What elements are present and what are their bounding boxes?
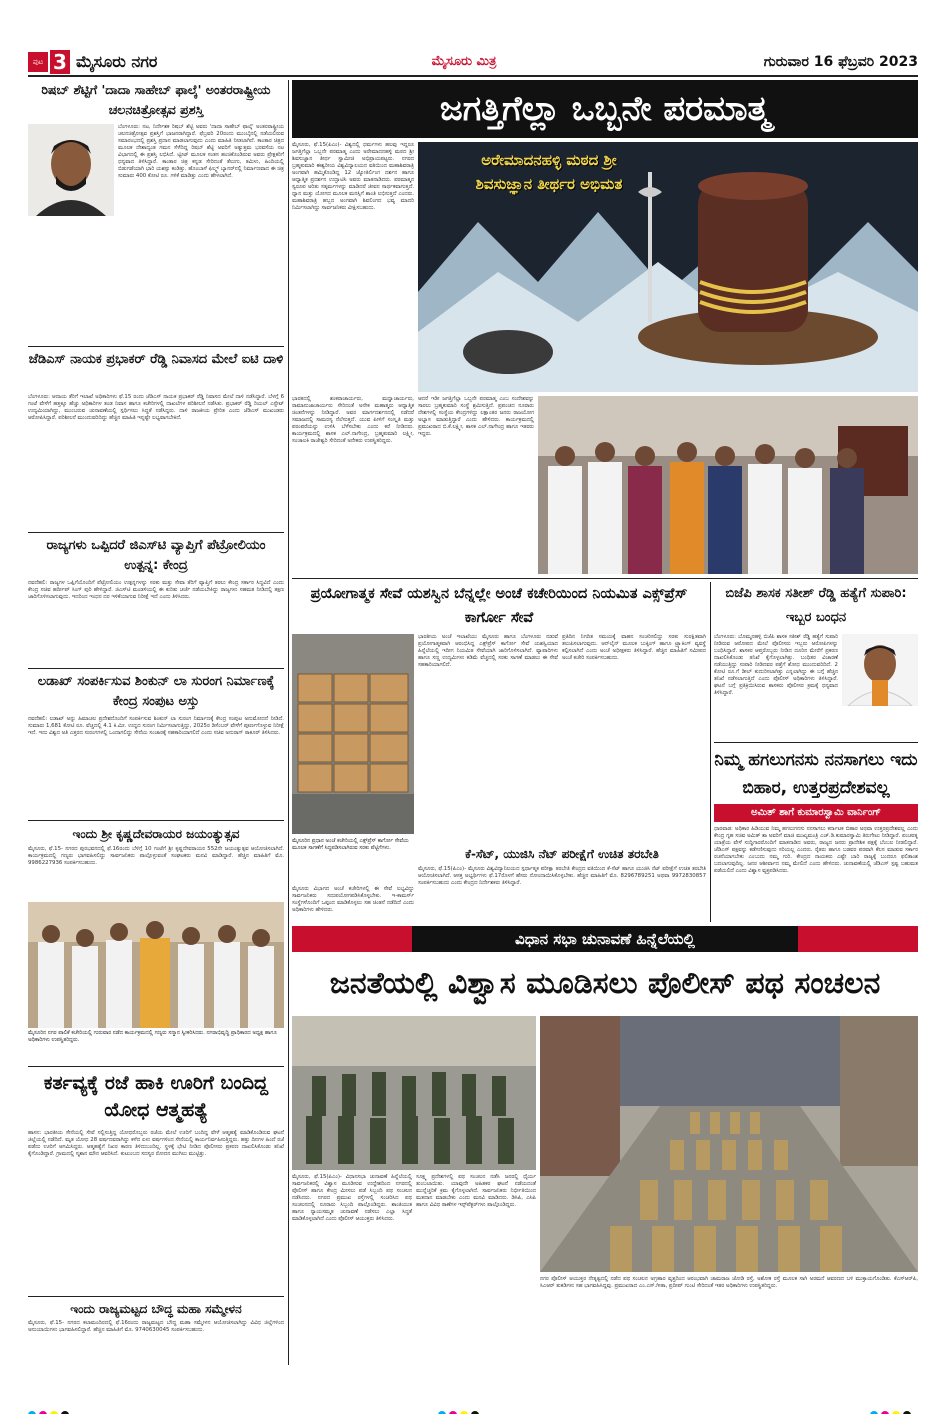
police-banner (292, 926, 918, 952)
divider (714, 742, 918, 743)
tunnel-body: ನವದೆಹಲಿ: ಲಡಾಖ್ ಅನ್ನು ಹಿಮಾಚಲ ಪ್ರದೇಶದೊಂದಿಗೆ ಸಂಪರ್ಕಿಸುವ ಶಿಂಕುನ್ ಲಾ ಸುರಂಗ ನಿರ್ಮಾಣಕ್ಕೆ ಕೇಂದ್ರ ಸಂಪುಟ ಅನುಮೋದನೆ ನೀಡಿದೆ. ಸುಮಾರು 1,681 ಕೋಟಿ ರೂ. ವೆಚ್ಚದಲ್ಲಿ 4.1 ಕಿ.ಮೀ. ಉದ್ದದ ಸುರಂಗ ನಿರ್ಮಿಸಲಾಗುತ್ತಿದ್ದು, 2025ರ ಡಿಸೆಂಬರ್ ವೇಳೆಗೆ ಪೂರ್ಣಗೊಳ್ಳುವ ನಿರೀಕ್ಷೆ ಇದೆ. ಇದು ವಿಶ್ವದ ಅತಿ ಎತ್ತರದ ಸುರಂಗಗಳಲ್ಲಿ ಒಂದಾಗಲಿದ್ದು ಸೇನೆಯ ಸಂಚಾರಕ್ಕೆ ಸಹಕಾರಿಯಾಗಲಿದೆ ಎಂದು ಸಚಿವ ಅನುರಾಗ್ ಠಾಕೂರ್ ತಿಳಿಸಿದರು. (28, 716, 284, 736)
police-banner-text: ವಿಧಾನ ಸಭಾ ಚುನಾವಣೆ ಹಿನ್ನೆಲೆಯಲ್ಲಿ (412, 926, 798, 952)
soldier-headline: ಕರ್ತವ್ಯಕ್ಕೆ ರಜೆ ಹಾಕಿ ಊರಿಗೆ ಬಂದಿದ್ದ ಯೋಧ ಆತ್ಮಹತ್ಯೆ (43, 1072, 269, 1121)
petrol-body: ನವದೆಹಲಿ: ರಾಜ್ಯಗಳ ಒಪ್ಪಿಗೆಯೊಂದಿಗೆ ಪೆಟ್ರೋಲಿಯಂ ಉತ್ಪನ್ನಗಳನ್ನು ಸರಕು ಮತ್ತು ಸೇವಾ ತೆರಿಗೆ ವ್ಯಾಪ್ತಿಗೆ ತರಲು ಕೇಂದ್ರ ಸರ್ಕಾರ ಸಿದ್ಧವಿದೆ ಎಂದು ಕೇಂದ್ರ ಸಚಿವ ಹರ್ದೀಪ್ ಸಿಂಗ್ ಪುರಿ ಹೇಳಿದ್ದಾರೆ. ಜಿಎಸ್‌ಟಿ ಮಂಡಳಿಯಲ್ಲಿ ಈ ಕುರಿತು ಚರ್ಚೆ ನಡೆಯಬೇಕಿದ್ದು ರಾಜ್ಯಗಳು ಸಹಮತ ನೀಡಿದಲ್ಲಿ ತಕ್ಷಣ ಜಾರಿಗೊಳಿಸಲಾಗುವುದು. ಇದರಿಂದ ಇಂಧನ ದರ ಇಳಿಕೆಯಾಗುವ ನಿರೀಕ್ಷೆ ಇದೆ ಎಂದು ತಿಳಿಸಿದರು. (28, 580, 284, 600)
registration-dot (438, 1411, 446, 1414)
registration-dot (471, 1411, 479, 1414)
registration-dot (39, 1411, 47, 1414)
divider (28, 346, 284, 347)
registration-marks-right (870, 1404, 918, 1414)
page-number: 3 (50, 50, 70, 74)
police-headline: ಜನತೆಯಲ್ಲಿ ವಿಶ್ವಾಸ ಮೂಡಿಸಲು ಪೊಲೀಸ್ ಪಥ ಸಂಚಲನ (329, 966, 881, 1001)
registration-dot (61, 1411, 69, 1414)
buddha-body: ಮೈಸೂರು, ಫೆ.15- ನಗರದ ಕಲಾಮಂದಿರದಲ್ಲಿ ಫೆ.16ರಂದು ರಾಜ್ಯಮಟ್ಟದ ಬೌದ್ಧ ಮಹಾ ಸಮ್ಮೇಳನ ಆಯೋಜಿಸಲಾಗಿದ್ದು ವಿವಿಧ ಜಿಲ್ಲೆಗಳಿಂದ ಅನುಯಾಯಿಗಳು ಭಾಗವಹಿಸಲಿದ್ದಾರೆ. ಹೆಚ್ಚಿನ ಮಾಹಿತಿಗೆ ಮೊ. 9740630045 ಸಂಪರ್ಕಿಸಬಹುದು. (28, 1320, 284, 1333)
divider (28, 1296, 284, 1297)
march-photo-small (292, 1016, 536, 1170)
masthead-rule (28, 75, 918, 77)
cargo-body-1: ಭಾರತೀಯ ಅಂಚೆ ಇಲಾಖೆಯು ಮೈಸೂರು ಹಾಗೂ ಬೆಂಗಳೂರು ನಡುವೆ ಪ್ರಯೋಗಾತ್ಮಕವಾಗಿ ಆರಂಭಿಸಿದ್ದ ಎಕ್ಸ್‌ಪ್ರೆಸ್ ಕಾರ್ಗೋ ಸೇವೆ ಯಶಸ್ವಿಯಾದ ಹಿನ್ನೆಲೆಯಲ್ಲಿ ಇದೀಗ ನಿಯಮಿತ ಸೇವೆಯಾಗಿ ಜಾರಿಗೊಳಿಸಲಾಗಿದೆ. ವ್ಯಾಪಾರಿಗಳು ಹಾಗೂ ಸಣ್ಣ ಉದ್ಯಮಿಗಳು ಕಡಿಮೆ ವೆಚ್ಚದಲ್ಲಿ ಸರಕು ಸಾಗಣೆ ಮಾಡಲು ಈ ಸೇವೆ ಸಹಕಾರಿಯಾಗಲಿದೆ. (418, 634, 558, 668)
felicitation-caption: ಮೈಸೂರಿನ ನಗರ ಪಾಲಿಕೆ ಕಚೇರಿಯಲ್ಲಿ ಗುರುವಾರ ನಡೆದ ಕಾರ್ಯಕ್ರಮದಲ್ಲಿ ಗಣ್ಯರು ಸನ್ಮಾನ ಸ್ವೀಕರಿಸಿದರು. ನಗರಾಭಿವೃದ್ಧಿ ಪ್ರಾಧಿಕಾರದ ಅಧ್ಯಕ್ಷ ಹಾಗೂ ಅಧಿಕಾರಿಗಳು ಉಪಸ್ಥಿತರಿದ್ದರು. (28, 1030, 284, 1064)
lead-subhead-line-2: ಶಿವಸುಜ್ಞಾನ ತೀರ್ಥರ ಅಭಿಮತ (475, 175, 623, 193)
lead-body-1: ಮೈಸೂರು, ಫೆ.15(ಪಿಎಂ)- ವಿಶ್ವದಲ್ಲಿ ಧರ್ಮಗಳು ಹಲವು ಇದ್ದರೂ ಜಗತ್ತಿಗೆಲ್ಲಾ ಒಬ್ಬನೇ ಪರಮಾತ್ಮ ಎಂದು ಅರೇಮಾದನಹಳ್ಳಿ ಮಠದ ಶ್ರೀ ಶಿವಸುಜ್ಞಾನ ತೀರ್ಥ ಸ್ವಾಮೀಜಿ ಅಭಿಪ್ರಾಯಪಟ್ಟರು. ನಗರದ ಬ್ರಹ್ಮಕುಮಾರಿ ಈಶ್ವರೀಯ ವಿಶ್ವವಿದ್ಯಾಲಯದ ವತಿಯಿಂದ ಮಹಾಶಿವರಾತ್ರಿ ಅಂಗವಾಗಿ ಹಮ್ಮಿಕೊಂಡಿದ್ದ 12 ಜ್ಯೋತಿರ್ಲಿಂಗ ದರ್ಶನ ಹಾಗೂ ಆಧ್ಯಾತ್ಮಿಕ ಪ್ರದರ್ಶನ ಉದ್ಘಾಟಿಸಿ ಅವರು ಮಾತನಾಡಿದರು. ಪರಮಾತ್ಮನ ಸ್ವರೂಪ ಅರಿತು ಸತ್ಕರ್ಮಗಳನ್ನು ಮಾಡಿದರೆ ಜೀವನ ಸಾರ್ಥಕವಾಗುತ್ತದೆ. ಧ್ಯಾನ ಮತ್ತು ಯೋಗದ ಮೂಲಕ ಮನಸ್ಸಿಗೆ ಶಾಂತಿ ಲಭಿಸುತ್ತದೆ ಎಂದರು. ಮಹಾಶಿವರಾತ್ರಿ ಹಬ್ಬದ ಅಂಗವಾಗಿ ಶಿವಲಿಂಗದ ಭವ್ಯ ಮಾದರಿ ನಿರ್ಮಿಸಲಾಗಿದ್ದು ಸಾರ್ವಜನಿಕರು ವೀಕ್ಷಿಸಬಹುದು. (292, 142, 414, 211)
divider (28, 532, 284, 533)
ketnet-body: ಮೈಸೂರು, ಫೆ.15(ಪಿಎಂ)- ಮೈಸೂರು ವಿಶ್ವವಿದ್ಯಾನಿಲಯದ ಸ್ಪರ್ಧಾತ್ಮಕ ಪರೀಕ್ಷಾ ತರಬೇತಿ ಕೇಂದ್ರದ ವತಿಯಿಂದ ಕೆ-ಸೆಟ್ ಹಾಗೂ ಯುಜಿಸಿ ನೆಟ್ ಪರೀಕ್ಷೆಗೆ ಉಚಿತ ತರಬೇತಿ ಆಯೋಜಿಸಲಾಗಿದೆ. ಆಸಕ್ತ ಅಭ್ಯರ್ಥಿಗಳು ಫೆ.17ರೊಳಗೆ ಹೆಸರು ನೋಂದಾಯಿಸಿಕೊಳ್ಳಬೇಕು. ಹೆಚ್ಚಿನ ಮಾಹಿತಿಗೆ ಮೊ. 8296789251 ಅಥವಾ 9972830857 ಸಂಪರ್ಕಿಸಬಹುದು ಎಂದು ಕೇಂದ್ರದ ನಿರ್ದೇಶಕರು ತಿಳಿಸಿದ್ದಾರೆ. (418, 866, 706, 886)
paper-name: ಮೈಸೂರು ಮಿತ್ರ (431, 54, 497, 69)
it-raid-headline: ಜೆಡಿಎಸ್ ನಾಯಕ ಪ್ರಭಾಕರ್ ರೆಡ್ಡಿ ನಿವಾಸದ ಮೇಲೆ ಐಟಿ ದಾಳಿ (28, 352, 284, 367)
cargo-photo (292, 634, 414, 834)
cargo-headline: ಪ್ರಯೋಗಾತ್ಮಕ ಸೇವೆ ಯಶಸ್ವಿನ ಬೆನ್ನಲ್ಲೇ ಅಂಚೆ ಕಚೇರಿಯಿಂದ ನಿಯಮಿತ ಎಕ್ಸ್‌ಪ್ರೆಸ್ ಕಾರ್ಗೋ ಸೇವೆ (310, 586, 688, 626)
lead-body-2: ಭಾರತದಲ್ಲಿ ಶಂಕರಾಚಾರ್ಯರು, ಮಧ್ವಾಚಾರ್ಯರು, ರಾಮಾನುಜಾಚಾರ್ಯರು ಸೇರಿದಂತೆ ಅನೇಕ ಮಹಾತ್ಮರು ಆಧ್ಯಾತ್ಮಿಕ ಚಿಂತನೆಗಳನ್ನು ನೀಡಿದ್ದಾರೆ. ಅವರ ಮಾರ್ಗದರ್ಶನದಲ್ಲಿ ನಡೆದರೆ ಸಮಾಜದಲ್ಲಿ ಸಾಮರಸ್ಯ ನೆಲೆಸುತ್ತದೆ. ಯುವ ಪೀಳಿಗೆ ಸಂಸ್ಕೃತಿ ಮತ್ತು ಪರಂಪರೆಯನ್ನು ಉಳಿಸಿ ಬೆಳೆಸಬೇಕು ಎಂದು ಕರೆ ನೀಡಿದರು. ಕಾರ್ಯಕ್ರಮದಲ್ಲಿ ಶಾಸಕ ಎಲ್.ನಾಗೇಂದ್ರ, ಬ್ರಹ್ಮಕುಮಾರಿ ಲಕ್ಷ್ಮೀ, ಸಂಚಾಲಕಿ ರಾಜೇಶ್ವರಿ ಸೇರಿದಂತೆ ಅನೇಕರು ಉಪಸ್ಥಿತರಿದ್ದರು. (292, 396, 414, 444)
cargo-body-3: ಮೈಸೂರು ವಿಭಾಗದ ಅಂಚೆ ಕಚೇರಿಗಳಲ್ಲಿ ಈ ಸೇವೆ ಲಭ್ಯವಿದ್ದು ಸಾರ್ವಜನಿಕರು ಸದುಪಯೋಗಪಡಿಸಿಕೊಳ್ಳಬೇಕು. ಇ-ಕಾಮರ್ಸ್ ಸಂಸ್ಥೆಗಳೊಂದಿಗೆ ಒಪ್ಪಂದ ಮಾಡಿಕೊಳ್ಳಲು ಸಹ ಚಿಂತನೆ ನಡೆದಿದೆ ಎಂದು ಅಧಿಕಾರಿಗಳು ಹೇಳಿದರು. (292, 886, 414, 913)
lead-headline-bar (292, 80, 918, 138)
page-label: ಪುಟ (28, 52, 48, 72)
registration-marks-center (438, 1404, 498, 1414)
lead-subhead-line-1: ಅರೇಮಾದನಹಳ್ಳಿ ಮಠದ ಶ್ರೀ (481, 151, 617, 169)
registration-dot (892, 1411, 900, 1414)
satish-reddy-photo (842, 634, 918, 706)
cargo-caption: ಮೈಸೂರಿನ ಪ್ರಧಾನ ಅಂಚೆ ಕಚೇರಿಯಲ್ಲಿ ಎಕ್ಸ್‌ಪ್ರೆಸ್ ಕಾರ್ಗೋ ಸೇವೆಯ ಮೂಲಕ ಸಾಗಣೆಗೆ ಸಿದ್ಧಪಡಿಸಲಾಗಿರುವ ಸರಕು ಪೆಟ್ಟಿಗೆಗಳು. (292, 838, 414, 882)
lead-headline: ಜಗತ್ತಿಗೆಲ್ಲಾ ಒಬ್ಬನೇ ಪರಮಾತ್ಮ (439, 89, 771, 129)
column-rule-right (710, 582, 711, 922)
divider (28, 1066, 284, 1067)
lead-subhead-box (424, 148, 674, 196)
registration-dot (50, 1411, 58, 1414)
masthead (28, 50, 918, 74)
krishnadevaraya-body: ಮೈಸೂರು, ಫೆ.15- ನಗರದ ಪುರಭವನದಲ್ಲಿ ಫೆ.16ರಂದು ಬೆಳಿಗ್ಗೆ 10 ಗಂಟೆಗೆ ಶ್ರೀ ಕೃಷ್ಣದೇವರಾಯರ 552ನೇ ಜಯಂತ್ಯುತ್ಸವ ಆಯೋಜಿಸಲಾಗಿದೆ. ಕಾರ್ಯಕ್ರಮದಲ್ಲಿ ಗಣ್ಯರು ಭಾಗವಹಿಸಲಿದ್ದು ಸಾರ್ವಜನಿಕರು ಪಾಲ್ಗೊಳ್ಳುವಂತೆ ಸಂಘಟಕರು ಮನವಿ ಮಾಡಿದ್ದಾರೆ. ಹೆಚ್ಚಿನ ಮಾಹಿತಿಗೆ ಮೊ. 9986227936 ಸಂಪರ್ಕಿಸಬಹುದು. (28, 846, 284, 866)
registration-dot (870, 1411, 878, 1414)
lead-body-3: ಆದರೆ ಇಡೀ ಜಗತ್ತಿಗೆಲ್ಲಾ ಒಬ್ಬನೇ ಪರಮಾತ್ಮ ಎಂಬ ಸಂದೇಶವನ್ನು ಸಾರಲು ಬ್ರಹ್ಮಕುಮಾರಿ ಸಂಸ್ಥೆ ಶ್ರಮಿಸುತ್ತಿದೆ. ಪ್ರಪಂಚದ ನೂರಾರು ದೇಶಗಳಲ್ಲಿ ಸಂಸ್ಥೆಯ ಕೇಂದ್ರಗಳಿದ್ದು ಲಕ್ಷಾಂತರ ಜನರು ರಾಜಯೋಗ ಅಭ್ಯಾಸ ಮಾಡುತ್ತಿದ್ದಾರೆ ಎಂದು ಹೇಳಿದರು. ಕಾರ್ಯಕ್ರಮದಲ್ಲಿ ಪ್ರಮುಖರಾದ ಬಿ.ಕೆ.ಲಕ್ಷ್ಮೀ, ಶಾಸಕ ಎಲ್.ನಾಗೇಂದ್ರ ಹಾಗೂ ಇತರರು ಇದ್ದರು. (418, 396, 534, 437)
rishab-photo (28, 124, 114, 216)
rishab-headline: ರಿಷಬ್ ಶೆಟ್ಟಿಗೆ 'ದಾದಾ ಸಾಹೇಬ್ ಫಾಲ್ಕೆ' ಅಂತರರಾಷ್ಟ್ರೀಯ ಚಲನಚಿತ್ರೋತ್ಸವ ಪ್ರಶಸ್ತಿ (41, 82, 271, 117)
divider (28, 668, 284, 669)
registration-dot (881, 1411, 889, 1414)
petrol-headline: ರಾಜ್ಯಗಳು ಒಪ್ಪಿದರೆ ಜಿಎಸ್‌ಟಿ ವ್ಯಾಪ್ತಿಗೆ ಪೆಟ್ರೋಲಿಯಂ ಉತ್ಪನ್ನ: ಕೇಂದ್ರ (46, 538, 266, 573)
warning-headline: ನಿಮ್ಮ ಹಗಲುಗನಸು ನನಸಾಗಲು ಇದು ಬಿಹಾರ, ಉತ್ತರಪ್ರದೇಶವಲ್ಲ (714, 750, 918, 798)
supari-headline: ಬಿಜೆಪಿ ಶಾಸಕ ಸತೀಶ್ ರೆಡ್ಡಿ ಹತ್ಯೆಗೆ ಸುಪಾರಿ: ಇಬ್ಬರ ಬಂಧನ (725, 586, 907, 625)
dignitaries-photo (538, 396, 918, 574)
police-body-3: ನಗರ ಪೊಲೀಸ್ ಆಯುಕ್ತರ ನೇತೃತ್ವದಲ್ಲಿ ನಡೆದ ಪಥ ಸಂಚಲನ ಅಗ್ರಹಾರ ವೃತ್ತದಿಂದ ಆರಂಭವಾಗಿ ಚಾಮರಾಜ ಜೋಡಿ ರಸ್ತೆ, ಅಶೋಕ ರಸ್ತೆ ಮೂಲಕ ಸಾಗಿ ಅರಮನೆ ಆವರಣದ ಬಳಿ ಮುಕ್ತಾಯಗೊಂಡಿತು. ಕೆಎಸ್‌ಆರ್‌ಪಿ, ಸಿಎಆರ್ ತುಕಡಿಗಳು ಸಹ ಭಾಗವಹಿಸಿದ್ದವು. ಪ್ರಮುಖರಾದ ಎಂ.ಎಸ್.ಗೀತಾ, ಪ್ರದೀಪ್ ಗುಂಟಿ ಸೇರಿದಂತೆ ಇತರ ಅಧಿಕಾರಿಗಳು ಉಪಸ್ಥಿತರಿದ್ದರು. (540, 1276, 918, 1289)
registration-dot (460, 1411, 468, 1414)
warning-subhead: ಅಮಿತ್ ಶಾಗೆ ಕುಮಾರಸ್ವಾಮಿ ವಾರ್ನಿಂಗ್ (714, 804, 918, 822)
krishnadevaraya-headline: ಇಂದು ಶ್ರೀ ಕೃಷ್ಣದೇವರಾಯರ ಜಯಂತ್ಯುತ್ಸವ (72, 827, 240, 841)
registration-dot (28, 1411, 36, 1414)
rishab-body: ಬೆಂಗಳೂರು: ನಟ, ನಿರ್ದೇಶಕ ರಿಷಬ್ ಶೆಟ್ಟಿ ಅವರು 'ದಾದಾ ಸಾಹೇಬ್ ಫಾಲ್ಕೆ' ಅಂತರರಾಷ್ಟ್ರೀಯ ಚಲನಚಿತ್ರೋತ್ಸವ ಪ್ರಶಸ್ತಿಗೆ ಭಾಜನರಾಗಿದ್ದಾರೆ. ಫೆಬ್ರವರಿ 20ರಂದು ಮುಂಬೈನಲ್ಲಿ ನಡೆಯಲಿರುವ ಸಮಾರಂಭದಲ್ಲಿ ಪ್ರಶಸ್ತಿ ಪ್ರದಾನ ಮಾಡಲಾಗುವುದು ಎಂದು ಮಾಹಿತಿ ನೀಡಲಾಗಿದೆ. ಕಾಂತಾರ ಚಿತ್ರದ ಮೂಲಕ ದೇಶಾದ್ಯಂತ ಗಮನ ಸೆಳೆದಿದ್ದ ರಿಷಬ್ ಶೆಟ್ಟಿ ಅವರಿಗೆ ಅತ್ಯುತ್ತಮ ಭರವಸೆಯ ನಟ ವಿಭಾಗದಲ್ಲಿ ಈ ಪ್ರಶಸ್ತಿ ಲಭಿಸಿದೆ. ಟ್ವೀಟ್ ಮೂಲಕ ಸಂತಸ ಹಂಚಿಕೊಂಡಿರುವ ಅವರು ಪ್ರೇಕ್ಷಕರಿಗೆ ಧನ್ಯವಾದ ತಿಳಿಸಿದ್ದಾರೆ. ಕಾಂತಾರ ಚಿತ್ರ ಕನ್ನಡ ಸೇರಿದಂತೆ ತೆಲುಗು, ತಮಿಳು, ಹಿಂದಿಯಲ್ಲಿ ಬಿಡುಗಡೆಯಾಗಿ ಭಾರಿ ಯಶಸ್ಸು ಕಂಡಿತ್ತು. ಹೊಂಬಾಳೆ ಫಿಲ್ಮ್ಸ್ ಬ್ಯಾನರ್‌ನಲ್ಲಿ ನಿರ್ಮಾಣವಾದ ಈ ಚಿತ್ರ ಸುಮಾರು 400 ಕೋಟಿ ರೂ. ಗಳಿಕೆ ಮಾಡಿತ್ತು ಎಂದು ಹೇಳಲಾಗಿದೆ. (118, 124, 284, 179)
registration-dot (903, 1411, 911, 1414)
march-photo-large (540, 1016, 918, 1272)
felicitation-photo (28, 902, 284, 1028)
tunnel-headline: ಲಡಾಖ್ ಸಂಪರ್ಕಿಸುವ ಶಿಂಕುನ್ ಲಾ ಸುರಂಗ ನಿರ್ಮಾಣಕ್ಕೆ ಕೇಂದ್ರ ಸಂಪುಟ ಅಸ್ತು (37, 674, 275, 709)
soldier-body: ಹಾಸನ: ಭಾರತೀಯ ಸೇನೆಯಲ್ಲಿ ಸೇವೆ ಸಲ್ಲಿಸುತ್ತಿದ್ದ ಯೋಧರೊಬ್ಬರು ರಜೆಯ ಮೇಲೆ ಊರಿಗೆ ಬಂದಿದ್ದ ವೇಳೆ ಆತ್ಮಹತ್ಯೆ ಮಾಡಿಕೊಂಡಿರುವ ಘಟನೆ ಜಿಲ್ಲೆಯಲ್ಲಿ ನಡೆದಿದೆ. ಮೃತ ಯೋಧ 28 ವರ್ಷದವರಾಗಿದ್ದು ಕಳೆದ ಏಳು ವರ್ಷಗಳಿಂದ ಸೇನೆಯಲ್ಲಿ ಕಾರ್ಯನಿರ್ವಹಿಸುತ್ತಿದ್ದರು. ಹತ್ತು ದಿನಗಳ ಹಿಂದೆ ರಜೆ ಪಡೆದು ಊರಿಗೆ ಆಗಮಿಸಿದ್ದರು. ಆತ್ಮಹತ್ಯೆಗೆ ನಿಖರ ಕಾರಣ ತಿಳಿದುಬಂದಿಲ್ಲ. ಸ್ಥಳಕ್ಕೆ ಭೇಟಿ ನೀಡಿದ ಪೊಲೀಸರು ಪ್ರಕರಣ ದಾಖಲಿಸಿಕೊಂಡು ತನಿಖೆ ಕೈಗೊಂಡಿದ್ದಾರೆ. ಗ್ರಾಮದಲ್ಲಿ ಸ್ಮಶಾನ ಮೌನ ಆವರಿಸಿದೆ. ಕುಟುಂಬದ ಸದಸ್ಯರ ರೋದನ ಮುಗಿಲು ಮುಟ್ಟಿತ್ತು. (28, 1130, 284, 1157)
police-body-1: ಮೈಸೂರು, ಫೆ.15(ಪಿಎಂ)- ವಿಧಾನಸಭಾ ಚುನಾವಣೆ ಹಿನ್ನೆಲೆಯಲ್ಲಿ ಸಾರ್ವಜನಿಕರಲ್ಲಿ ವಿಶ್ವಾಸ ಮೂಡಿಸುವ ಉದ್ದೇಶದಿಂದ ನಗರದಲ್ಲಿ ಪೊಲೀಸ್ ಹಾಗೂ ಕೇಂದ್ರ ಮೀಸಲು ಪಡೆ ಸಿಬ್ಬಂದಿ ಪಥ ಸಂಚಲನ ನಡೆಸಿದರು. ನಗರದ ಪ್ರಮುಖ ರಸ್ತೆಗಳಲ್ಲಿ ಸಂಚರಿಸಿದ ಪಥ ಸಂಚಲನದಲ್ಲಿ ನೂರಾರು ಸಿಬ್ಬಂದಿ ಪಾಲ್ಗೊಂಡಿದ್ದರು. ಶಾಂತಿಯುತ ಹಾಗೂ ನ್ಯಾಯಸಮ್ಮತ ಚುನಾವಣೆ ನಡೆಸಲು ಎಲ್ಲಾ ಸಿದ್ಧತೆ ಮಾಡಿಕೊಳ್ಳಲಾಗಿದೆ ಎಂದು ಪೊಲೀಸ್ ಆಯುಕ್ತರು ತಿಳಿಸಿದರು. (292, 1174, 412, 1222)
ketnet-headline: ಕೆ-ಸೆಟ್, ಯುಜಿಸಿ ನೆಟ್ ಪರೀಕ್ಷೆಗೆ ಉಚಿತ ತರಬೇತಿ (465, 847, 659, 861)
police-body-2: ಸೂಕ್ಷ್ಮ ಪ್ರದೇಶಗಳಲ್ಲಿ ಪಥ ಸಂಚಲನ ನಡೆಸಿ ಜನರಲ್ಲಿ ಧೈರ್ಯ ತುಂಬಲಾಯಿತು. ಯಾವುದೇ ಅಹಿತಕರ ಘಟನೆ ನಡೆಯದಂತೆ ಮುನ್ನೆಚ್ಚರಿಕೆ ಕ್ರಮ ಕೈಗೊಳ್ಳಲಾಗಿದೆ. ಸಾರ್ವಜನಿಕರು ನಿರ್ಭೀತಿಯಿಂದ ಮತದಾನ ಮಾಡಬೇಕು ಎಂದು ಮನವಿ ಮಾಡಿದರು. ಡಿಸಿಪಿ, ಎಸಿಪಿ ಹಾಗೂ ವಿವಿಧ ಠಾಣೆಗಳ ಇನ್ಸ್‌ಪೆಕ್ಟರ್‌ಗಳು ಪಾಲ್ಗೊಂಡಿದ್ದರು. (416, 1174, 536, 1208)
supari-body-1: ಬೆಂಗಳೂರು: ಬೊಮ್ಮನಹಳ್ಳಿ ಬಿಜೆಪಿ ಶಾಸಕ ಸತೀಶ್ ರೆಡ್ಡಿ ಹತ್ಯೆಗೆ ಸುಪಾರಿ ನೀಡಿರುವ ಆರೋಪದ ಮೇಲೆ ಪೊಲೀಸರು ಇಬ್ಬರು ಆರೋಪಿಗಳನ್ನು ಬಂಧಿಸಿದ್ದಾರೆ. ಶಾಸಕರ ಆಪ್ತರೊಬ್ಬರು ನೀಡಿದ ದೂರಿನ ಮೇರೆಗೆ ಪ್ರಕರಣ ದಾಖಲಿಸಿಕೊಂಡು ತನಿಖೆ ಕೈಗೊಳ್ಳಲಾಗಿತ್ತು. ಬಂಧಿತರ ವಿಚಾರಣೆ ನಡೆಯುತ್ತಿದ್ದು ಸುಪಾರಿ ನೀಡಿದವರ ಪತ್ತೆಗೆ ಶೋಧ ಮುಂದುವರಿದಿದೆ. 2 ಕೋಟಿ ರೂ.ಗೆ ಡೀಲ್ ಕುದುರಿಸಲಾಗಿತ್ತು ಎನ್ನಲಾಗಿದ್ದು ಈ ಬಗ್ಗೆ ಹೆಚ್ಚಿನ ತನಿಖೆ ನಡೆಸಲಾಗುತ್ತಿದೆ ಎಂದು ಪೊಲೀಸ್ ಅಧಿಕಾರಿಗಳು ತಿಳಿಸಿದ್ದಾರೆ. ಘಟನೆ ಬಗ್ಗೆ ಪ್ರತಿಕ್ರಿಯಿಸಿರುವ ಶಾಸಕರು ಪೊಲೀಸರ ಕ್ರಮಕ್ಕೆ ಧನ್ಯವಾದ ತಿಳಿಸಿದ್ದಾರೆ. (714, 634, 838, 696)
divider (28, 820, 284, 821)
divider (292, 578, 918, 579)
section-title: ಮೈಸೂರು ನಗರ (76, 52, 158, 71)
buddha-headline: ಇಂದು ರಾಜ್ಯಮಟ್ಟದ ಬೌದ್ಧ ಮಹಾ ಸಮ್ಮೇಳನ (70, 1302, 242, 1316)
cargo-body-2: ಪ್ರತಿದಿನ ನಿಗದಿತ ಸಮಯಕ್ಕೆ ವಾಹನ ಸಂಚರಿಸಲಿದ್ದು ಸರಕು ಸುರಕ್ಷಿತವಾಗಿ ತಲುಪಿಸಲಾಗುವುದು. ಆನ್‌ಲೈನ್ ಮೂಲಕ ಬುಕ್ಕಿಂಗ್ ಹಾಗೂ ಟ್ರ್ಯಾಕಿಂಗ್ ವ್ಯವಸ್ಥೆ ಕಲ್ಪಿಸಲಾಗಿದೆ ಎಂದು ಅಂಚೆ ಅಧೀಕ್ಷಕರು ತಿಳಿಸಿದ್ದಾರೆ. ಹೆಚ್ಚಿನ ಮಾಹಿತಿಗೆ ಸಮೀಪದ ಅಂಚೆ ಕಚೇರಿ ಸಂಪರ್ಕಿಸಬಹುದು. (562, 634, 706, 661)
it-raid-body: ಬೆಂಗಳೂರು: ಆದಾಯ ತೆರಿಗೆ ಇಲಾಖೆ ಅಧಿಕಾರಿಗಳು ಫೆ.15 ರಂದು ಜೆಡಿಎಸ್ ನಾಯಕ ಪ್ರಭಾಕರ್ ರೆಡ್ಡಿ ನಿವಾಸದ ಮೇಲೆ ದಾಳಿ ನಡೆಸಿದ್ದಾರೆ. ಬೆಳಗ್ಗೆ 6 ಗಂಟೆ ವೇಳೆಗೆ ಹತ್ತಕ್ಕೂ ಹೆಚ್ಚು ಅಧಿಕಾರಿಗಳ ತಂಡ ನಿವಾಸ ಹಾಗೂ ಕಚೇರಿಗಳಲ್ಲಿ ದಾಖಲೆಗಳ ಪರಿಶೀಲನೆ ನಡೆಸಿತು. ಪ್ರಭಾಕರ್ ರೆಡ್ಡಿ ರಿಯಲ್ ಎಸ್ಟೇಟ್ ಉದ್ಯಮಿಯಾಗಿದ್ದು, ಮುಂಬರುವ ಚುನಾವಣೆಯಲ್ಲಿ ಸ್ಪರ್ಧಿಸಲು ಸಿದ್ಧತೆ ನಡೆಸಿದ್ದರು. ದಾಳಿ ರಾಜಕೀಯ ಪ್ರೇರಿತ ಎಂದು ಜೆಡಿಎಸ್ ಮುಖಂಡರು ಆರೋಪಿಸಿದ್ದಾರೆ. ಪರಿಶೀಲನೆ ಮುಂದುವರಿದಿದ್ದು ಹೆಚ್ಚಿನ ಮಾಹಿತಿ ಇನ್ನಷ್ಟೇ ಲಭ್ಯವಾಗಬೇಕಿದೆ. (28, 394, 284, 421)
page-date: ಗುರುವಾರ 16 ಫೆಬ್ರವರಿ 2023 (763, 54, 918, 70)
registration-marks-left (28, 1404, 88, 1414)
warning-body: ಧಾರವಾಡ: ಅಧಿಕಾರ ಹಿಡಿಯುವ ನಿಮ್ಮ ಹಗಲುಗನಸು ನನಸಾಗಲು ಕರ್ನಾಟಕ ಬಿಹಾರ ಅಥವಾ ಉತ್ತರಪ್ರದೇಶವಲ್ಲ ಎಂದು ಕೇಂದ್ರ ಗೃಹ ಸಚಿವ ಅಮಿತ್ ಶಾ ಅವರಿಗೆ ಮಾಜಿ ಮುಖ್ಯಮಂತ್ರಿ ಎಚ್.ಡಿ.ಕುಮಾರಸ್ವಾಮಿ ತಿರುಗೇಟು ನೀಡಿದ್ದಾರೆ. ಪಂಚರತ್ನ ಯಾತ್ರೆಯ ವೇಳೆ ಸುದ್ದಿಗಾರರೊಂದಿಗೆ ಮಾತನಾಡಿದ ಅವರು, ರಾಜ್ಯದ ಜನರು ಪ್ರಾದೇಶಿಕ ಪಕ್ಷಕ್ಕೆ ಬೆಂಬಲ ನೀಡಲಿದ್ದಾರೆ. ಜೆಡಿಎಸ್ ಪಕ್ಷವನ್ನು ಕಡೆಗಣಿಸುವುದು ಸರಿಯಲ್ಲ ಎಂದರು. ರೈತರು ಹಾಗೂ ಬಡವರ ಪರವಾಗಿ ಕೆಲಸ ಮಾಡುವ ಸರ್ಕಾರ ರಚನೆಯಾಗಬೇಕು ಎಂಬುದು ನಮ್ಮ ಗುರಿ. ಕೇಂದ್ರದ ನಾಯಕರು ಎಷ್ಟೇ ಬಾರಿ ರಾಜ್ಯಕ್ಕೆ ಬಂದರೂ ಫಲಿತಾಂಶ ಬದಲಾಗುವುದಿಲ್ಲ. ಜನರ ಆಶೀರ್ವಾದ ನಮ್ಮ ಮೇಲಿದೆ ಎಂದು ಹೇಳಿದರು. ಚುನಾವಣೆಯಲ್ಲಿ ಜೆಡಿಎಸ್ ಸ್ಪಷ್ಟ ಬಹುಮತ ಪಡೆಯಲಿದೆ ಎಂದು ವಿಶ್ವಾಸ ವ್ಯಕ್ತಪಡಿಸಿದರು. (714, 826, 918, 874)
column-rule-left (288, 80, 289, 1365)
registration-dot (449, 1411, 457, 1414)
